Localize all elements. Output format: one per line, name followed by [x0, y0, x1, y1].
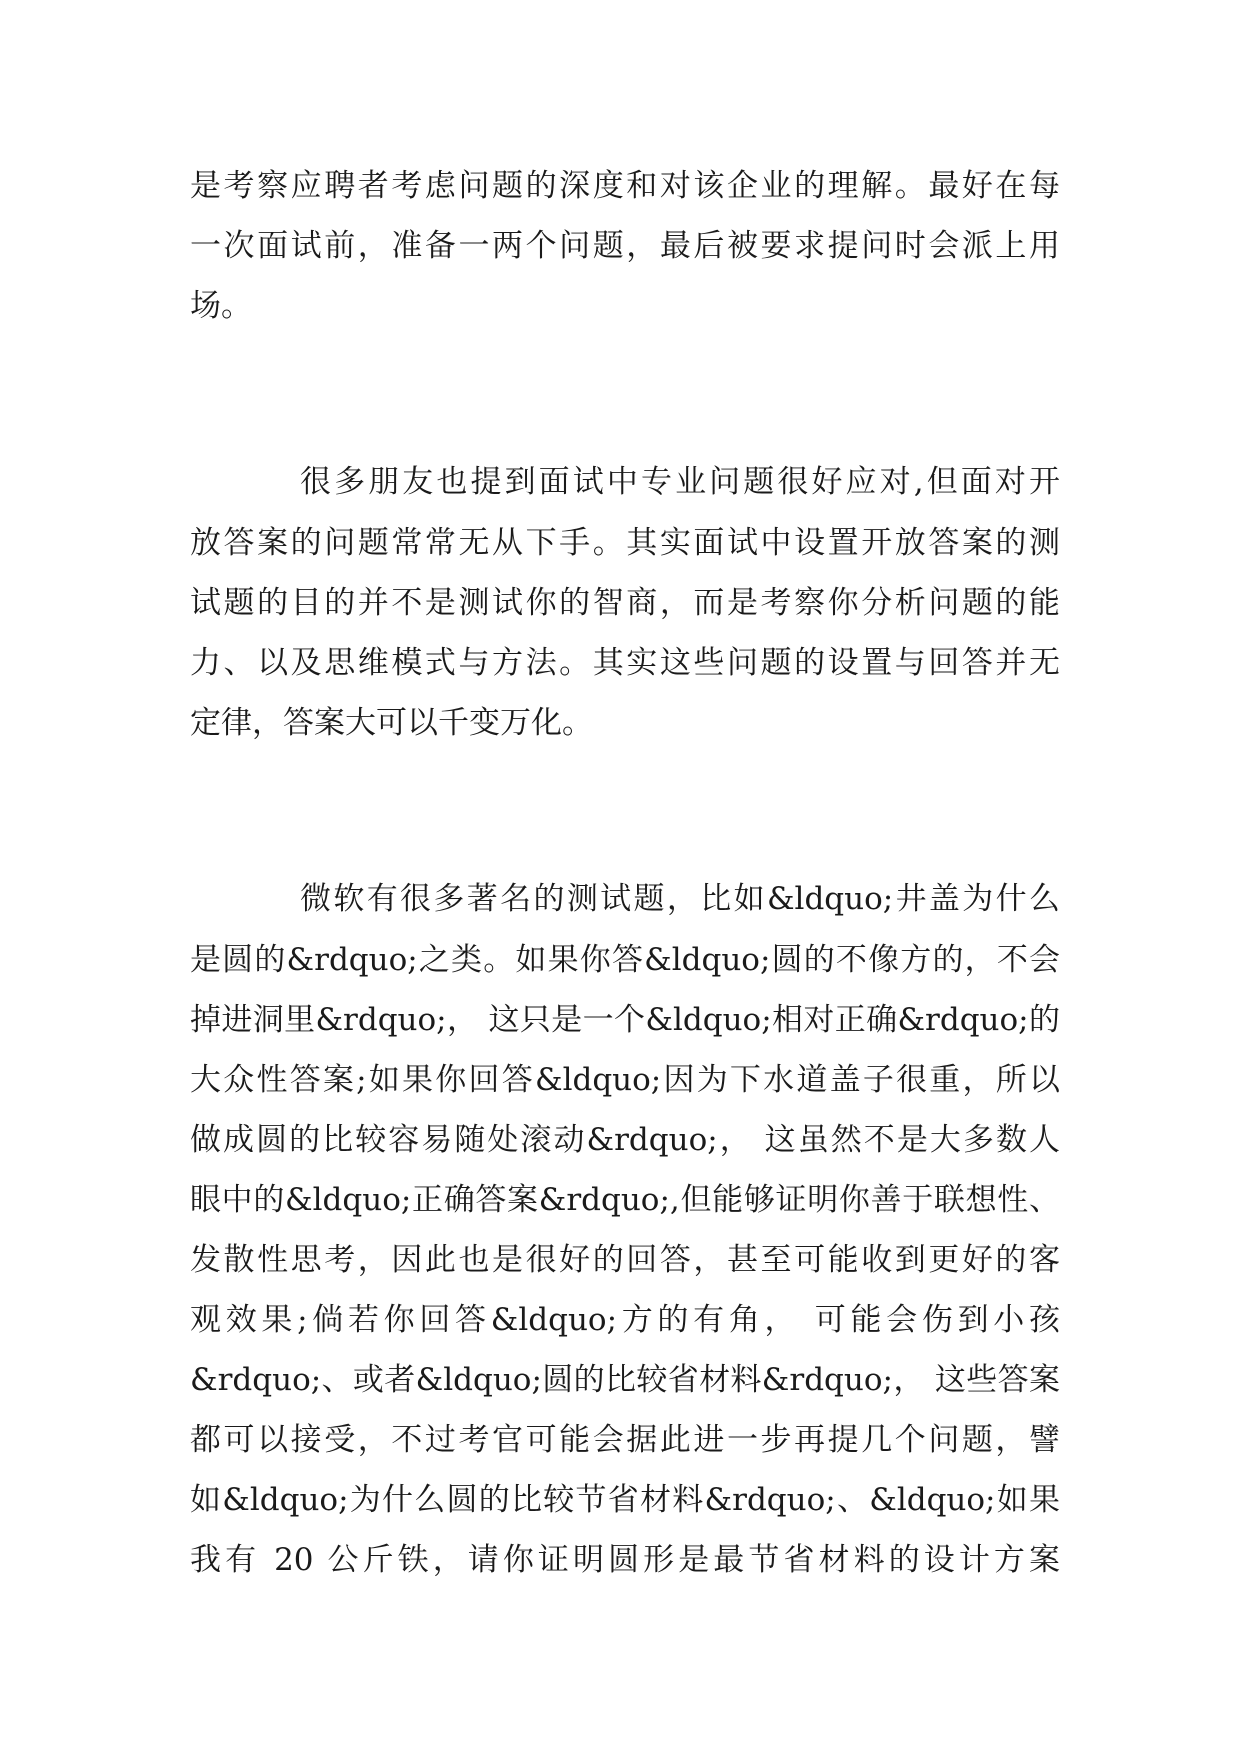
paragraph-3-line-5: 做成圆的比较容易随处滚动&rdquo;， 这虽然不是大多数人: [190, 1122, 1060, 1158]
paragraph-3-line-11: 如&ldquo;为什么圆的比较节省材料&rdquo;、&ldquo;如果: [190, 1482, 1060, 1518]
paragraph-2-line-5: 定律，答案大可以千变万化。: [190, 705, 593, 741]
paragraph-1-line-2: 一次面试前，准备一两个问题，最后被要求提问时会派上用: [190, 228, 1060, 264]
paragraph-3-line-6: 眼中的&ldquo;正确答案&rdquo;,但能够证明你善于联想性、: [190, 1182, 1060, 1218]
paragraph-2-line-2: 放答案的问题常常无从下手。其实面试中设置开放答案的测: [190, 525, 1060, 561]
paragraph-3-line-4: 大众性答案;如果你回答&ldquo;因为下水道盖子很重，所以: [190, 1062, 1060, 1098]
paragraph-3-line-10: 都可以接受，不过考官可能会据此进一步再提几个问题，譬: [190, 1422, 1060, 1458]
paragraph-3-line-12: 我有 20 公斤铁，请你证明圆形是最节省材料的设计方案: [190, 1542, 1060, 1578]
paragraph-3-line-8: 观效果;倘若你回答&ldquo;方的有角， 可能会伤到小孩: [190, 1302, 1060, 1338]
paragraph-2-line-3: 试题的目的并不是测试你的智商，而是考察你分析问题的能: [190, 585, 1060, 621]
paragraph-1-line-3: 场。: [190, 288, 252, 324]
paragraph-3-line-7: 发散性思考，因此也是很好的回答，甚至可能收到更好的客: [190, 1242, 1060, 1278]
paragraph-3-line-1: 微软有很多著名的测试题，比如&ldquo;井盖为什么: [300, 881, 1060, 917]
paragraph-2-line-4: 力、以及思维模式与方法。其实这些问题的设置与回答并无: [190, 645, 1060, 681]
paragraph-2-line-1: 很多朋友也提到面试中专业问题很好应对,但面对开: [300, 464, 1060, 500]
paragraph-3-line-2: 是圆的&rdquo;之类。如果你答&ldquo;圆的不像方的，不会: [190, 942, 1060, 978]
paragraph-3-line-9: &rdquo;、或者&ldquo;圆的比较省材料&rdquo;， 这些答案: [190, 1362, 1060, 1398]
paragraph-1-line-1: 是考察应聘者考虑问题的深度和对该企业的理解。最好在每: [190, 168, 1060, 204]
paragraph-3-line-3: 掉进洞里&rdquo;， 这只是一个&ldquo;相对正确&rdquo;的: [190, 1002, 1060, 1038]
